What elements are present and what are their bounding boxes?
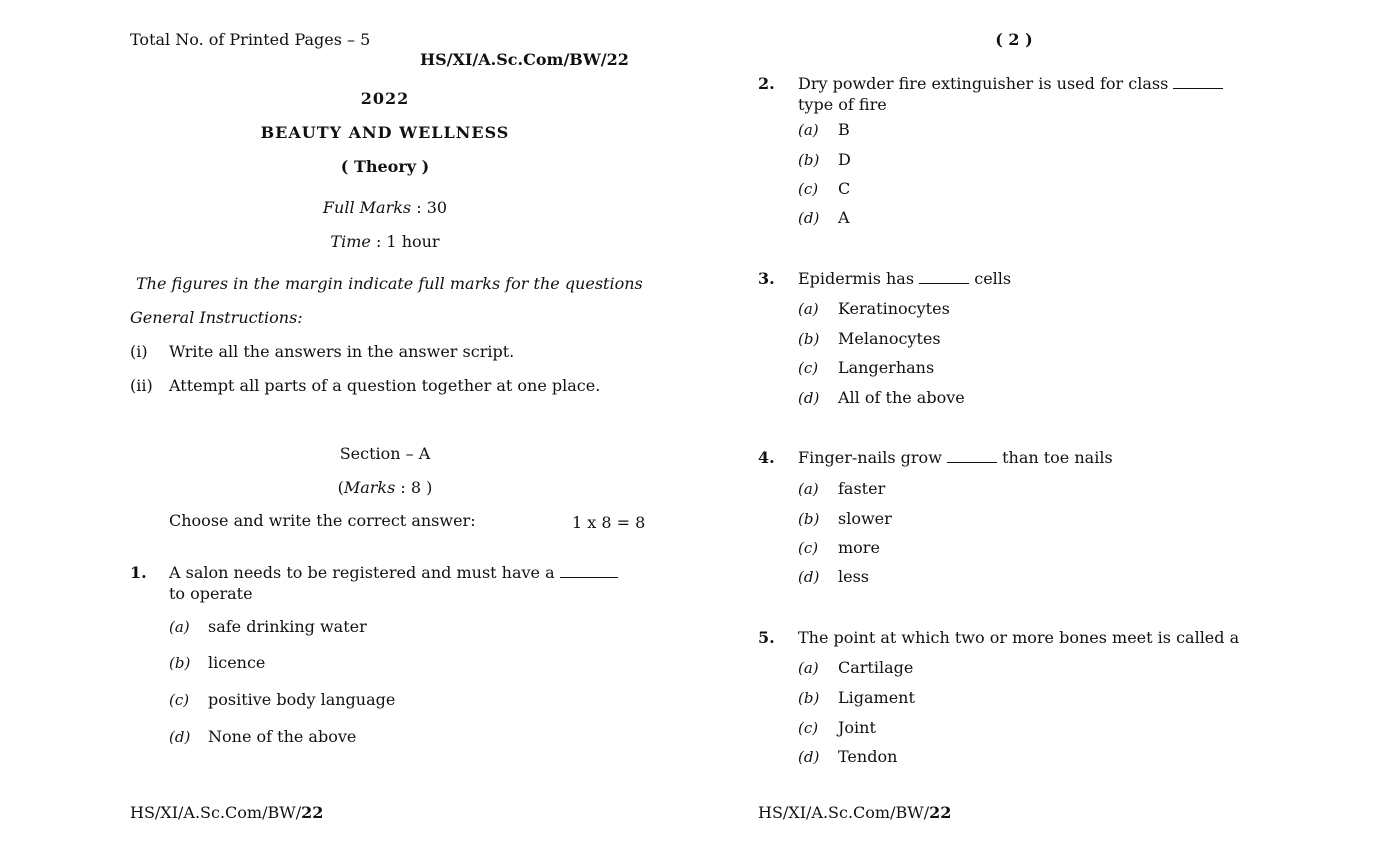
option-text: positive body language [208, 690, 396, 709]
option-letter: (d) [169, 728, 191, 746]
answer-blank [1173, 87, 1223, 89]
time-value: : 1 hour [375, 232, 440, 251]
question-text [798, 448, 1113, 467]
general-instructions-heading: General Instructions: [130, 308, 303, 327]
question-text-main: Dry powder fire extinguisher is used for class [798, 74, 1169, 93]
full-marks-label: Full Marks [322, 198, 412, 217]
option-text: more [838, 538, 880, 557]
answer-blank [560, 576, 618, 578]
option-letter: (b) [798, 330, 820, 348]
question-text-after: than toe nails [1002, 448, 1113, 467]
option-letter: (c) [798, 719, 819, 737]
option-text: licence [208, 653, 266, 672]
option-text: Tendon [838, 747, 898, 766]
option-letter: (a) [169, 618, 190, 636]
subject-title: BEAUTY AND WELLNESS [260, 123, 510, 142]
option-letter: (a) [798, 121, 819, 139]
option-text: slower [838, 509, 892, 528]
option-text: Keratinocytes [838, 299, 950, 318]
question-number: 1. [130, 563, 147, 582]
option-text: Joint [838, 718, 876, 737]
answer-blank [947, 461, 997, 463]
option-letter: (b) [169, 654, 191, 672]
option-text: safe drinking water [208, 617, 367, 636]
footer-code-num: 22 [301, 803, 324, 822]
question-number: 4. [758, 448, 775, 467]
question-number: 5. [758, 628, 775, 647]
footer-code-text: HS/XI/A.Sc.Com/BW/ [758, 803, 930, 822]
option-text: B [838, 120, 850, 139]
option-letter: (c) [169, 691, 190, 709]
instruction-num: (ii) [130, 376, 153, 395]
option-letter: (d) [798, 209, 820, 227]
option-letter: (a) [798, 659, 819, 677]
exam-year: 2022 [360, 89, 410, 108]
option-letter: (c) [798, 180, 819, 198]
option-text: less [838, 567, 870, 586]
time-label: Time [330, 232, 371, 251]
question-text-before: Epidermis has [798, 269, 915, 288]
answer-blank [919, 282, 969, 284]
option-letter: (a) [798, 480, 819, 498]
choose-instruction: Choose and write the correct answer: [169, 511, 476, 530]
option-letter: (a) [798, 300, 819, 318]
option-text: C [838, 179, 851, 198]
question-text [169, 563, 618, 582]
option-text: Ligament [838, 688, 915, 707]
footer-code [758, 803, 951, 822]
footer-code-num: 22 [929, 803, 952, 822]
question-text-line2: to operate [169, 584, 253, 603]
option-text: All of the above [838, 388, 965, 407]
option-letter: (b) [798, 151, 820, 169]
option-letter: (c) [798, 539, 819, 557]
instruction-text: Write all the answers in the answer script. [169, 342, 515, 361]
option-text: Langerhans [838, 358, 935, 377]
question-text-main: A salon needs to be registered and must have a [169, 563, 555, 582]
option-letter: (b) [798, 510, 820, 528]
section-marks-label: Marks [343, 478, 396, 497]
printed-pages-count: Total No. of Printed Pages – 5 [130, 30, 371, 49]
option-letter: (b) [798, 689, 820, 707]
question-text [798, 269, 1011, 288]
full-marks-value: : 30 [416, 198, 448, 217]
instruction-num: (i) [130, 342, 148, 361]
full-marks [323, 198, 447, 217]
question-text: The point at which two or more bones meet is called a [798, 628, 1240, 647]
footer-code-text: HS/XI/A.Sc.Com/BW/ [130, 803, 302, 822]
option-letter: (d) [798, 568, 820, 586]
option-letter: (d) [798, 748, 820, 766]
page-number: ( 2 ) [995, 30, 1033, 49]
margin-note: The figures in the margin indicate full marks for the questions [136, 274, 643, 293]
question-text-line2: type of fire [798, 95, 887, 114]
question-number: 2. [758, 74, 775, 93]
question-text-after: cells [974, 269, 1012, 288]
section-title: Section – A [339, 444, 431, 463]
section-marks [338, 478, 433, 497]
section-marks-formula: 1 x 8 = 8 [572, 513, 646, 532]
option-letter: (d) [798, 389, 820, 407]
section-marks-open: ( [337, 478, 344, 497]
footer-code [130, 803, 323, 822]
option-text: Melanocytes [838, 329, 941, 348]
option-letter: (c) [798, 359, 819, 377]
option-text: None of the above [208, 727, 357, 746]
question-text [798, 74, 1223, 93]
instruction-text: Attempt all parts of a question together at one place. [169, 376, 601, 395]
option-text: Cartilage [838, 658, 914, 677]
question-number: 3. [758, 269, 775, 288]
option-text: A [838, 208, 850, 227]
paper-code: HS/XI/A.Sc.Com/BW/22 [420, 50, 629, 69]
option-text: D [838, 150, 851, 169]
question-text-before: Finger-nails grow [798, 448, 942, 467]
section-marks-value: : 8 ) [400, 478, 433, 497]
time-allowed [330, 232, 439, 251]
paper-type: ( Theory ) [340, 157, 430, 176]
option-text: faster [838, 479, 886, 498]
